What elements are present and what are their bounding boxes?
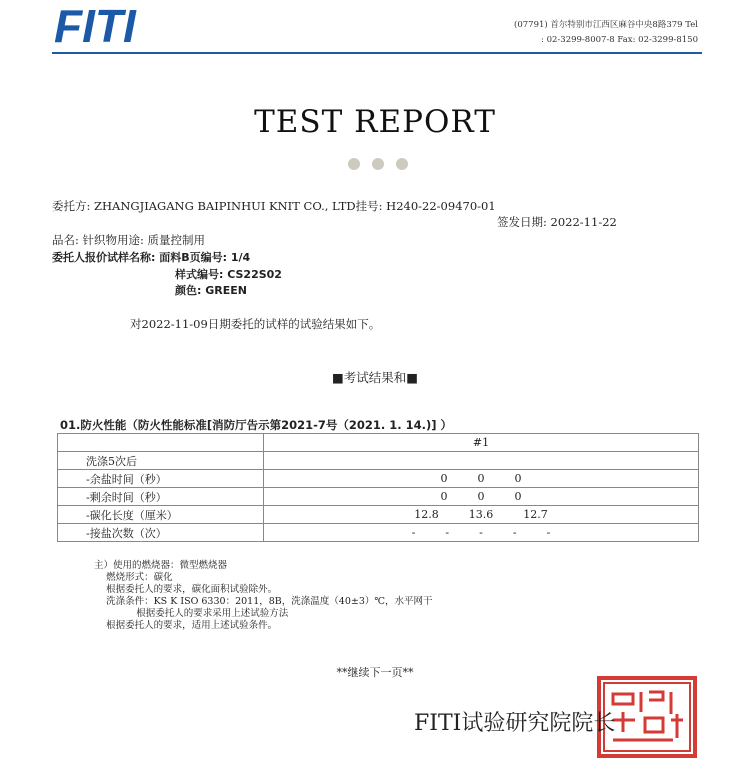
note-line: 根据委托人的要求，适用上述试验条件。 xyxy=(94,620,278,631)
report-title: TEST REPORT xyxy=(254,104,496,140)
note-line: 根据委托人的要求采用上述试验方法 xyxy=(94,608,289,619)
row-label: 洗涤5次后 xyxy=(58,452,264,470)
cell-value: 13.6 xyxy=(468,508,494,521)
cell-value: - xyxy=(411,526,416,539)
cell-value: 0 xyxy=(477,490,485,503)
results-table xyxy=(57,433,699,542)
logo-text: FITI xyxy=(54,2,136,48)
continued-notice: **继续下一页** xyxy=(336,666,414,679)
fiti-logo xyxy=(52,2,172,48)
cell-value: - xyxy=(479,526,483,539)
style-number: 样式编号: CS22S02 xyxy=(175,268,282,281)
cell-value: 12.8 xyxy=(414,508,439,521)
row-label: -余盐时间（秒） xyxy=(58,470,264,488)
section-heading: ■考试结果和■ xyxy=(331,370,419,385)
cell-value: 12.7 xyxy=(523,508,548,521)
table-row xyxy=(58,488,699,506)
note-line: 洗涤条件：KS K ISO 6330：2011，8B，洗涤温度（40±3）℃，水平网干 xyxy=(94,596,433,607)
column-header: #1 xyxy=(264,434,699,452)
cell-value: 0 xyxy=(514,490,522,503)
address-line-1: (07791) 首尔特别市江西区麻谷中央8路379 Tel xyxy=(514,20,698,30)
signature-line: FITI试验研究院院长 xyxy=(414,711,616,736)
table-row xyxy=(58,452,699,470)
client-line: 委托方: ZHANGJIAGANG BAIPINHUI KNIT CO., LTD挂号: H240-22-09470-01 xyxy=(52,199,496,213)
color-line: 颜色: GREEN xyxy=(175,284,247,297)
row-label: -剩余时间（秒） xyxy=(58,488,264,506)
table-row xyxy=(58,470,699,488)
note-line: 根据委托人的要求，碳化面积试验除外。 xyxy=(94,584,278,595)
cell-value: - xyxy=(546,526,551,539)
note-line: 燃烧形式：碳化 xyxy=(94,572,173,583)
test-title: 01.防火性能（防火性能标准[消防厅告示第2021-7号（2021. 1. 14.)] ） xyxy=(60,418,453,432)
address-line-2: : 02-3299-8007-8 Fax: 02-3299-8150 xyxy=(541,35,698,45)
table-row xyxy=(58,524,699,542)
cell-value: - xyxy=(512,526,517,539)
row-label: -接盐次数（次） xyxy=(58,524,264,542)
cell-value: 0 xyxy=(440,490,448,503)
header-divider xyxy=(52,52,702,54)
issue-date: 签发日期: 2022-11-22 xyxy=(497,215,617,229)
company-address xyxy=(438,18,698,48)
cell-value: 0 xyxy=(514,472,522,485)
table-header-row xyxy=(58,434,699,452)
table-row xyxy=(58,506,699,524)
intro-text: 对2022-11-09日期委托的试样的试验结果如下。 xyxy=(130,317,381,331)
notes-block xyxy=(94,560,433,632)
row-label: -碳化长度（厘米） xyxy=(58,506,264,524)
cell-value: - xyxy=(445,526,450,539)
note-line: 主）使用的燃烧器：微型燃烧器 xyxy=(94,560,228,571)
product-line: 品名: 针织物用途: 质量控制用 xyxy=(52,233,206,247)
cell-value: 0 xyxy=(440,472,448,485)
title-dots-decoration xyxy=(348,155,420,174)
cell-value: 0 xyxy=(477,472,485,485)
sample-name-line: 委托人报价试样名称: 面料B页编号: 1/4 xyxy=(52,251,251,264)
